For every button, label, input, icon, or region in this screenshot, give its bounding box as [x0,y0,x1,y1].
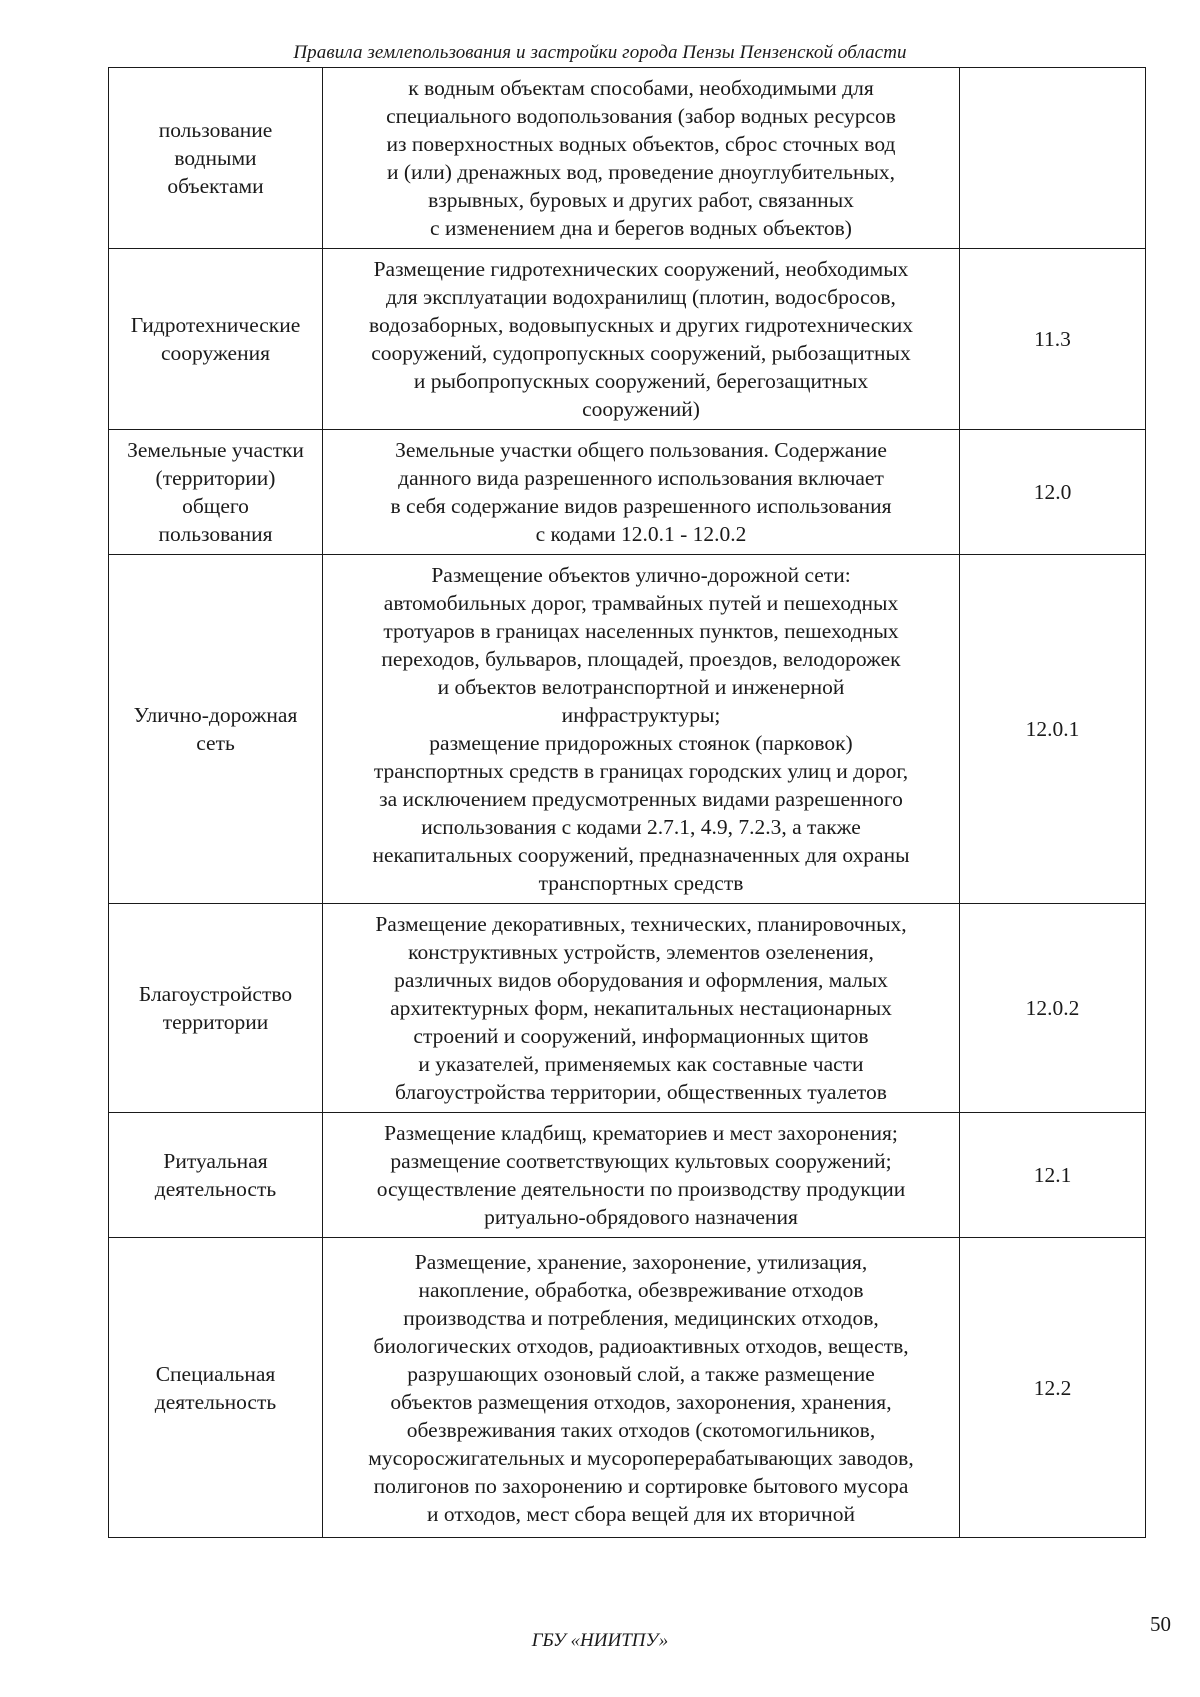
table-row [109,555,1146,904]
table-row [109,1113,1146,1238]
use-name-cell: Благоустройство территории [109,904,323,1113]
use-code-cell: 12.1 [960,1113,1146,1238]
table-row [109,430,1146,555]
use-description-cell: Размещение, хранение, захоронение, утилизация, накопление, обработка, обезвреживание отходов производства и потребления, медицинских отходов, биологических отходов, радиоактивных отходов, веществ, разрушающих озоновый слой, а также размещение объектов размещения отходов, захоронения, хранения, обезвреживания таких отходов (скотомогильников, мусоросжигательных и мусороперерабатывающих заводов, полигонов по захоронению и сортировке бытового мусора и отходов, мест сбора вещей для их вторичной [323,1238,960,1538]
use-description-cell: Размещение декоративных, технических, планировочных, конструктивных устройств, элементов озеленения, различных видов оборудования и оформления, малых архитектурных форм, некапитальных нестационарных строений и сооружений, информационных щитов и указателей, применяемых как составные части благоустройства территории, общественных туалетов [323,904,960,1113]
land-use-table [108,67,1146,1538]
use-name-cell: Улично-дорожная сеть [109,555,323,904]
use-name-cell: Специальная деятельность [109,1238,323,1538]
use-name-cell: Земельные участки (территории) общего пользования [109,430,323,555]
use-code-cell [960,68,1146,249]
use-description-cell: Размещение кладбищ, крематориев и мест захоронения; размещение соответствующих культовых сооружений; осуществление деятельности по производству продукции ритуально-обрядового назначения [323,1113,960,1238]
use-description-cell: Размещение гидротехнических сооружений, необходимых для эксплуатации водохранилищ (плотин, водосбросов, водозаборных, водовыпускных и других гидротехнических сооружений, судопропускных сооружений, рыбозащитных и рыбопропускных сооружений, берегозащитных сооружений) [323,249,960,430]
page-number: 50 [1150,1612,1171,1636]
table-row [109,1238,1146,1538]
use-code-cell: 12.2 [960,1238,1146,1538]
use-code-cell: 12.0.2 [960,904,1146,1113]
table-row [109,904,1146,1113]
use-code-cell: 12.0.1 [960,555,1146,904]
table-row [109,68,1146,249]
use-code-cell: 12.0 [960,430,1146,555]
use-name-cell: пользование водными объектами [109,68,323,249]
use-description-cell: Размещение объектов улично-дорожной сети: автомобильных дорог, трамвайных путей и пешеходных тротуаров в границах населенных пунктов, пешеходных переходов, бульваров, площадей, проездов, велодорожек и объектов велотранспортной и инженерной инфраструктуры; размещение придорожных стоянок (парковок) транспортных средств в границах городских улиц и дорог, за исключением предусмотренных видами разрешенного использования с кодами 2.7.1, 4.9, 7.2.3, а также некапитальных сооружений, предназначенных для охраны транспортных средств [323,555,960,904]
table-row [109,249,1146,430]
document-header: Правила землепользования и застройки города Пензы Пензенской области [293,42,907,63]
use-code-cell: 11.3 [960,249,1146,430]
use-name-cell: Ритуальная деятельность [109,1113,323,1238]
use-name-cell: Гидротехнические сооружения [109,249,323,430]
use-description-cell: к водным объектам способами, необходимыми для специального водопользования (забор водных ресурсов из поверхностных водных объектов, сброс сточных вод и (или) дренажных вод, проведение дноуглубительных, взрывных, буровых и других работ, связанных с изменением дна и берегов водных объектов) [323,68,960,249]
document-footer: ГБУ «НИИТПУ» [531,1630,669,1651]
use-description-cell: Земельные участки общего пользования. Содержание данного вида разрешенного использования включает в себя содержание видов разрешенного использования с кодами 12.0.1 - 12.0.2 [323,430,960,555]
